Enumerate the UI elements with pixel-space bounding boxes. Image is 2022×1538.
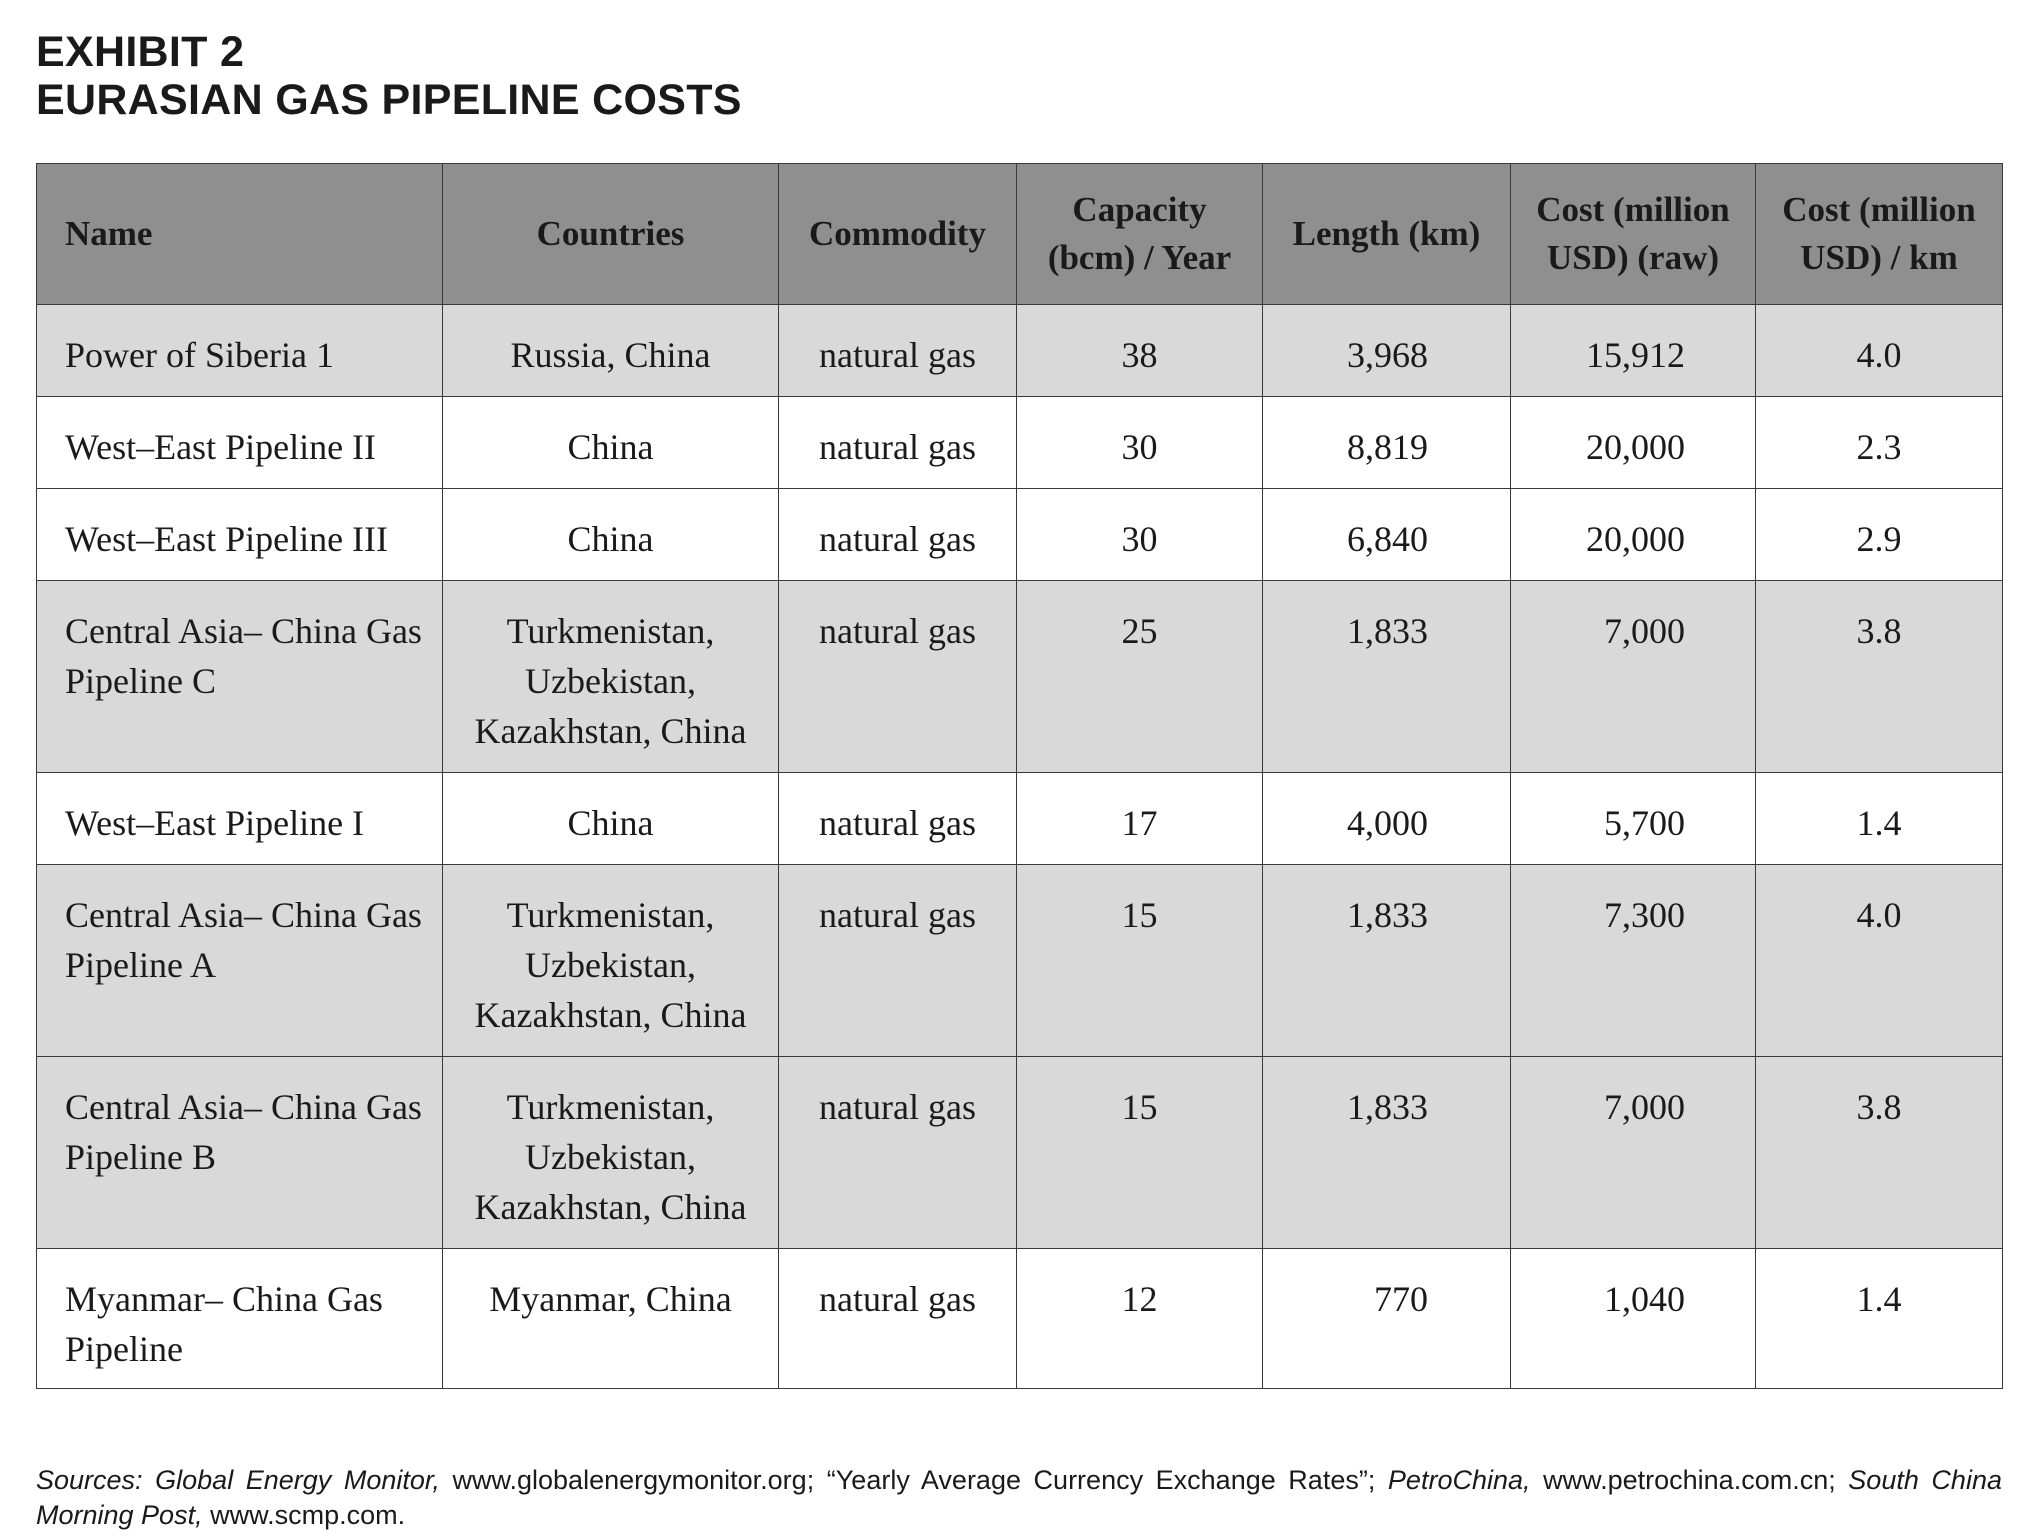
cell-length: 8,819	[1263, 397, 1511, 489]
cell-name: Central Asia– China Gas Pipeline C	[37, 581, 443, 773]
cell-commodity: natural gas	[779, 581, 1017, 773]
cell-cost-raw: 20,000	[1511, 397, 1756, 489]
table-row	[37, 773, 2003, 865]
exhibit-heading	[36, 28, 742, 124]
cell-name: West–East Pipeline II	[37, 397, 443, 489]
cell-capacity: 17	[1017, 773, 1263, 865]
cell-commodity: natural gas	[779, 489, 1017, 581]
cell-countries: Turkmenistan, Uzbekistan, Kazakhstan, China	[443, 581, 779, 773]
cell-length: 4,000	[1263, 773, 1511, 865]
table-row	[37, 581, 2003, 773]
cell-cost-raw: 7,300	[1511, 865, 1756, 1057]
cell-cost-raw: 5,700	[1511, 773, 1756, 865]
column-header-commodity: Commodity	[779, 164, 1017, 305]
cell-capacity: 12	[1017, 1249, 1263, 1389]
pipeline-costs-table	[36, 163, 2003, 1389]
column-header-cost-raw: Cost (million USD) (raw)	[1511, 164, 1756, 305]
source-global-energy-monitor: Global Energy Monitor,	[155, 1465, 440, 1495]
source-scmp: South China Morning Post,	[36, 1465, 2002, 1530]
cell-countries: China	[443, 489, 779, 581]
cell-capacity: 25	[1017, 581, 1263, 773]
cell-length: 1,833	[1263, 581, 1511, 773]
table-row	[37, 865, 2003, 1057]
column-header-cost-per-km: Cost (million USD) / km	[1756, 164, 2003, 305]
cell-capacity: 38	[1017, 305, 1263, 397]
cell-commodity: natural gas	[779, 865, 1017, 1057]
cell-cost-raw: 7,000	[1511, 1057, 1756, 1249]
column-header-countries: Countries	[443, 164, 779, 305]
cell-countries: Turkmenistan, Uzbekistan, Kazakhstan, China	[443, 1057, 779, 1249]
cell-name: West–East Pipeline III	[37, 489, 443, 581]
cell-length: 1,833	[1263, 865, 1511, 1057]
source-petrochina-url: www.petrochina.com.cn;	[1543, 1465, 1836, 1495]
cell-commodity: natural gas	[779, 1057, 1017, 1249]
cell-capacity: 30	[1017, 397, 1263, 489]
cell-capacity: 30	[1017, 489, 1263, 581]
cell-cost-per-km: 1.4	[1756, 1249, 2003, 1389]
cell-length: 3,968	[1263, 305, 1511, 397]
cell-commodity: natural gas	[779, 397, 1017, 489]
cell-countries: China	[443, 397, 779, 489]
cell-countries: Turkmenistan, Uzbekistan, Kazakhstan, China	[443, 865, 779, 1057]
exhibit-label: EXHIBIT 2	[36, 28, 245, 76]
cell-commodity: natural gas	[779, 773, 1017, 865]
cell-capacity: 15	[1017, 1057, 1263, 1249]
table-row	[37, 1249, 2003, 1389]
cell-cost-per-km: 4.0	[1756, 865, 2003, 1057]
cell-cost-raw: 15,912	[1511, 305, 1756, 397]
cell-commodity: natural gas	[779, 1249, 1017, 1389]
cell-name: Myanmar– China Gas Pipeline	[37, 1249, 443, 1389]
sources-note	[36, 1463, 2002, 1533]
table-row	[37, 397, 2003, 489]
cell-name: Power of Siberia 1	[37, 305, 443, 397]
cell-capacity: 15	[1017, 865, 1263, 1057]
cell-cost-raw: 7,000	[1511, 581, 1756, 773]
source-scmp-url: www.scmp.com.	[210, 1500, 406, 1530]
cell-cost-per-km: 2.9	[1756, 489, 2003, 581]
cell-cost-per-km: 3.8	[1756, 581, 2003, 773]
cell-length: 6,840	[1263, 489, 1511, 581]
cell-length: 770	[1263, 1249, 1511, 1389]
cell-length: 1,833	[1263, 1057, 1511, 1249]
cell-countries: Russia, China	[443, 305, 779, 397]
cell-cost-raw: 1,040	[1511, 1249, 1756, 1389]
exhibit-title: EURASIAN GAS PIPELINE COSTS	[36, 76, 742, 124]
cell-name: Central Asia– China Gas Pipeline B	[37, 1057, 443, 1249]
cell-cost-raw: 20,000	[1511, 489, 1756, 581]
column-header-name: Name	[37, 164, 443, 305]
cell-cost-per-km: 3.8	[1756, 1057, 2003, 1249]
source-petrochina: PetroChina,	[1387, 1465, 1531, 1495]
cell-cost-per-km: 4.0	[1756, 305, 2003, 397]
cell-countries: Myanmar, China	[443, 1249, 779, 1389]
column-header-length: Length (km)	[1263, 164, 1511, 305]
header-row	[37, 164, 2003, 305]
table-row	[37, 1057, 2003, 1249]
table-row	[37, 489, 2003, 581]
cell-cost-per-km: 2.3	[1756, 397, 2003, 489]
cell-countries: China	[443, 773, 779, 865]
cell-commodity: natural gas	[779, 305, 1017, 397]
column-header-capacity: Capacity (bcm) / Year	[1017, 164, 1263, 305]
cell-cost-per-km: 1.4	[1756, 773, 2003, 865]
table-row	[37, 305, 2003, 397]
cell-name: Central Asia– China Gas Pipeline A	[37, 865, 443, 1057]
source-exchange-rates: “Yearly Average Currency Exchange Rates”;	[826, 1465, 1376, 1495]
source-global-energy-monitor-url: www.globalenergymonitor.org;	[452, 1465, 815, 1495]
sources-label: Sources:	[36, 1465, 143, 1495]
cell-name: West–East Pipeline I	[37, 773, 443, 865]
